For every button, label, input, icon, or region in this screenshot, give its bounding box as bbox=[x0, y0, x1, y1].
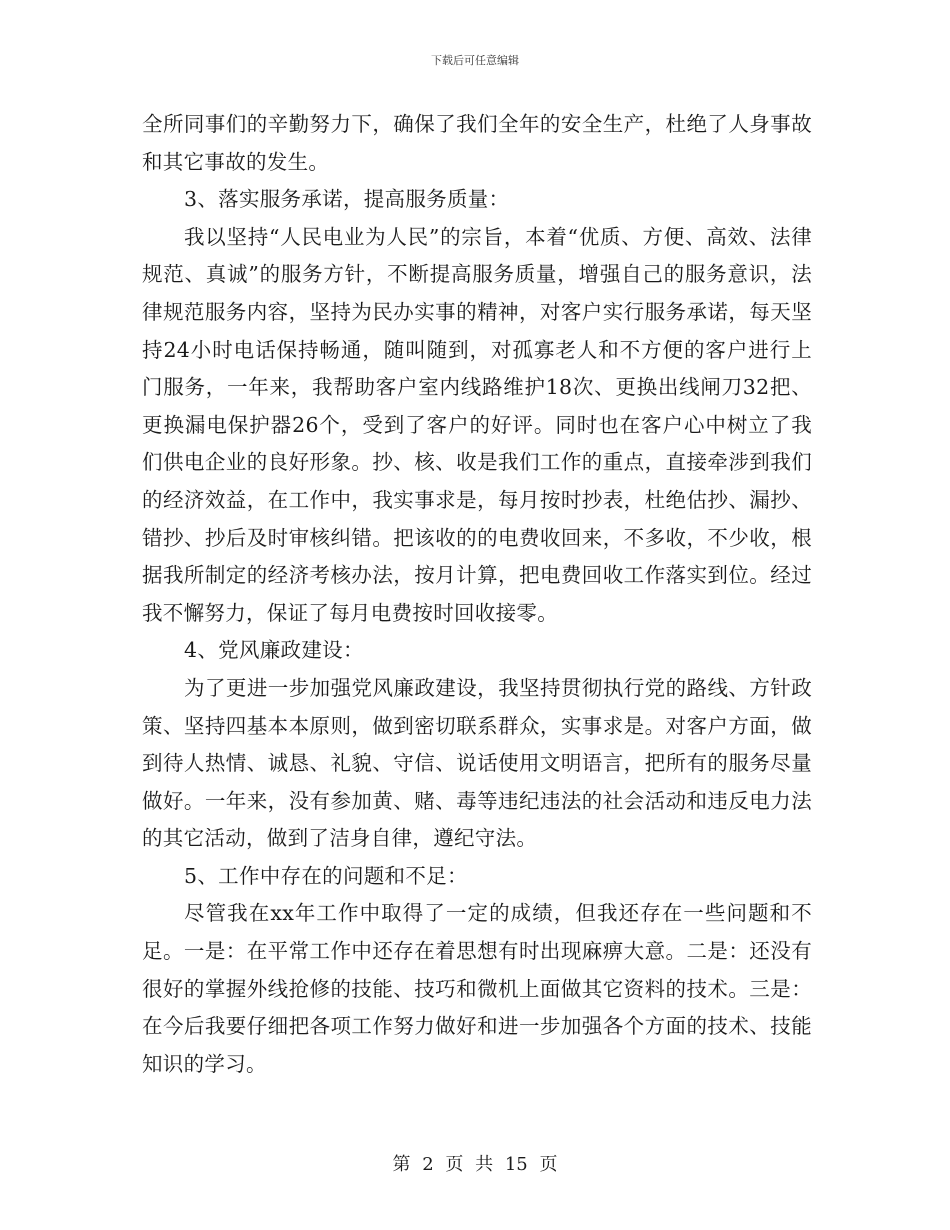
page-number-footer: 第 2 页 共 15 页 bbox=[392, 1154, 558, 1175]
heading-service-commitment: 3、落实服务承诺，提高服务质量： bbox=[184, 187, 510, 212]
heading-party-integrity: 4、党风廉政建设： bbox=[184, 638, 364, 663]
paragraph-service-commitment: 我以坚持“人民电业为人民”的宗旨，本着“优质、方便、高效、法律规范、真诚”的服务方针，不断提高服务质量，增强自己的服务意识，法律规范服务内容，坚持为民办实事的精神，对客户实行服务承诺，每天坚持24小时电话保持畅通，随叫随到，对孤寡老人和不方便的客户进行上门服务，一年来，我帮助客户室内线路维护18次、更换出线闸刀32把、更换漏电保护器26个，受到了客户的好评。同时也在客户心中树立了我们供电企业的良好形象。抄、核、收是我们工作的重点，直接牵涉到我们的经济效益，在工作中，我实事求是，每月按时抄表，杜绝估抄、漏抄、错抄、抄后及时审核纠错。把该收的的电费收回来，不多收，不少收，根据我所制定的经济考核办法，按月计算，把电费回收工作落实到位。经过我不懈努力，保证了每月电费按时回收接零。 bbox=[142, 224, 812, 625]
paragraph-safety-conclusion: 全所同事们的辛勤努力下，确保了我们全年的安全生产，杜绝了人身事故和其它事故的发生。 bbox=[142, 112, 812, 174]
document-body bbox=[142, 106, 812, 1083]
paragraph-problems: 尽管我在xx年工作中取得了一定的成绩，但我还存在一些问题和不足。一是：在平常工作中还存在着思想有时出现麻痹大意。二是：还没有很好的掌握外线抢修的技能、技巧和微机上面做其它资料的技术。三是：在今后我要仔细把各项工作努力做好和进一步加强各个方面的技术、技能知识的学习。 bbox=[142, 901, 812, 1076]
heading-problems: 5、工作中存在的问题和不足： bbox=[184, 863, 468, 888]
paragraph-party-integrity: 为了更进一步加强党风廉政建设，我坚持贯彻执行党的路线、方针政策、坚持四基本本原则，做到密切联系群众，实事求是。对客户方面，做到待人热情、诚恳、礼貌、守信、说话使用文明语言，把所有的服务尽量做好。一年来，没有参加黄、赌、毒等违纪违法的社会活动和违反电力法的其它活动，做到了洁身自律，遵纪守法。 bbox=[142, 675, 812, 851]
page-header: 下载后可任意编辑 bbox=[431, 54, 519, 67]
